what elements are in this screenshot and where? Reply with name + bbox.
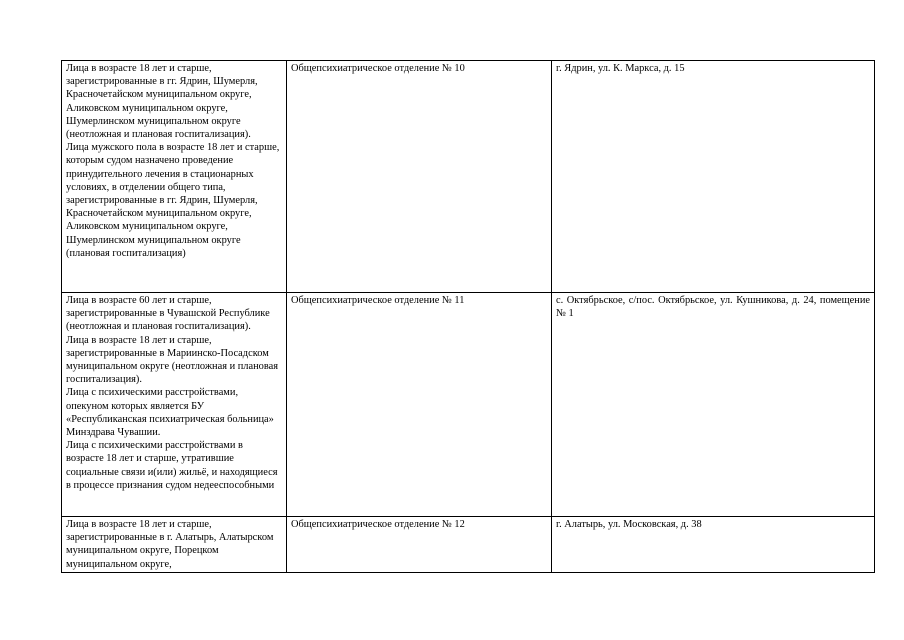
table-row <box>62 61 875 293</box>
category-paragraph: Лица в возрасте 18 лет и старше, зарегистрированные в гг. Ядрин, Шумерля, Красночетайском муниципальном округе, Аликовском муниципальном округе, Шумерлинском муниципальном округе (неотложная и плановая госпитализация). <box>66 63 258 141</box>
category-paragraph: Лица в возрасте 18 лет и старше, зарегистрированные в г. Алатырь, Алатырском муниципальном округе, Порецком муниципальном округе, <box>66 519 274 570</box>
patient-category-cell <box>62 61 287 293</box>
category-paragraph: Лица в возрасте 18 лет и старше, зарегистрированные в Мариинско-Посадском муниципальном округе (неотложная и плановая госпитализация). <box>66 334 279 386</box>
address-cell: г. Ядрин, ул. К. Маркса, д. 15 <box>552 61 875 293</box>
address-cell: с. Октябрьское, с/пос. Октябрьское, ул. Кушникова, д. 24, помещение № 1 <box>552 293 875 517</box>
department-cell: Общепсихиатрическое отделение № 10 <box>287 61 552 293</box>
category-paragraph: Лица с психическими расстройствами в возрасте 18 лет и старше, утратившие социальные связи и(или) жильё, и находящиеся в процессе признания судом недееспособными <box>66 440 278 491</box>
patient-category-cell <box>62 517 287 573</box>
table-row <box>62 293 875 517</box>
address-cell: г. Алатырь, ул. Московская, д. 38 <box>552 517 875 573</box>
patient-category-cell <box>62 293 287 517</box>
category-paragraph: Лица мужского пола в возрасте 18 лет и старше, которым судом назначено проведение принудительного лечения в стационарных условиях, в отделении общего типа, зарегистрированные в гг. Ядрин, Шумерля, Красночетайском муниципальном округе, Аликовском муниципальном округе, Шумерлинском муниципальном округе (плановая госпитализация) <box>66 142 280 259</box>
category-paragraph: Лица в возрасте 60 лет и старше, зарегистрированные в Чувашской Республике (неотложная и плановая госпитализация). <box>66 295 270 333</box>
department-cell: Общепсихиатрическое отделение № 12 <box>287 517 552 573</box>
hospitalization-table <box>61 60 875 573</box>
department-cell: Общепсихиатрическое отделение № 11 <box>287 293 552 517</box>
category-paragraph: Лица с психическими расстройствами, опекуном которых является БУ «Республиканская психиатрическая больница» Минздрава Чувашии. <box>66 387 274 439</box>
table-row <box>62 517 875 573</box>
